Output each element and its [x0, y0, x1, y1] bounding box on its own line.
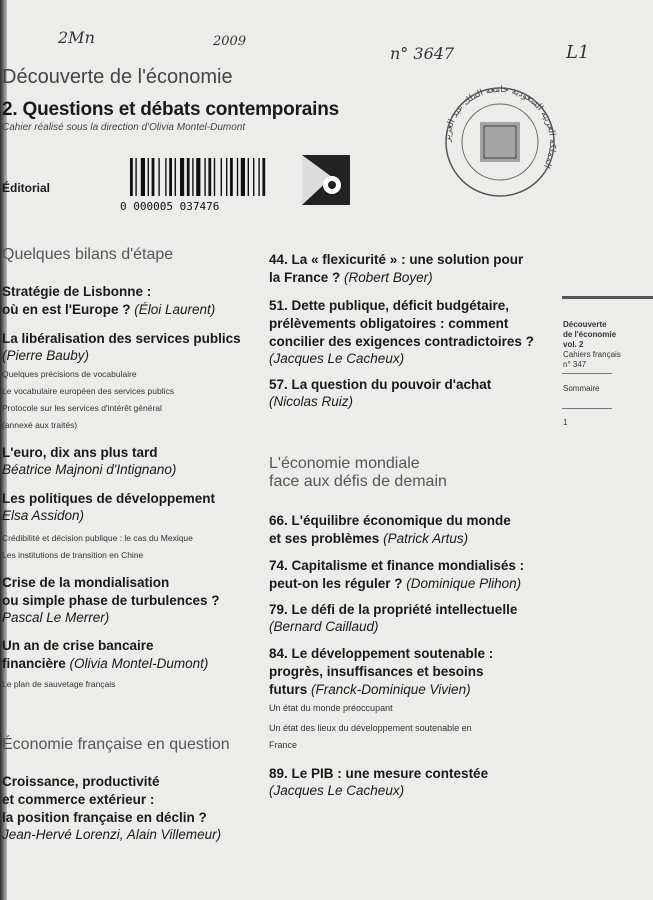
- toc-author-lecacheux-89: (Jacques Le Cacheux): [269, 783, 405, 798]
- toc-entry-57: 57. La question du pouvoir d'achat: [269, 377, 492, 392]
- barcode-bar: [165, 158, 166, 196]
- toc-entry-51-line2: prélèvements obligatoires : comment: [269, 316, 509, 331]
- toc-entry-crise: Crise de la mondialisation: [2, 575, 170, 590]
- toc-author-caillaud: (Bernard Caillaud): [269, 619, 379, 634]
- toc-entry-bancaire: Un an de crise bancaire: [2, 638, 154, 653]
- barcode-bar: [180, 158, 184, 196]
- toc-entry-66: 66. L'équilibre économique du monde: [269, 513, 511, 528]
- handwritten-number: n° 3647: [390, 44, 455, 63]
- toc-sub-chine: Les institutions de transition en Chine: [2, 550, 144, 560]
- stamp-text: المملكة العربية السعودية جامعة الملك عبد العزيز: [442, 84, 558, 170]
- toc-author-ruiz: (Nicolas Ruiz): [269, 394, 354, 409]
- barcode-bar: [248, 158, 249, 196]
- toc-entry-84-line2: progrès, insuffisances et besoins: [269, 664, 484, 679]
- toc-entry-66-line2: et ses problèmes (Patrick Artus): [269, 531, 469, 546]
- header-line1: Découverte de l'économie: [2, 66, 233, 88]
- section-heading-bilans: Quelques bilans d'étape: [2, 246, 174, 263]
- barcode-bar: [196, 158, 200, 196]
- toc-entry-bancaire-line2: financière (Olivia Montel-Dumont): [2, 656, 209, 671]
- barcode-bar: [169, 158, 172, 196]
- section-heading-mondiale-line2: face aux défis de demain: [269, 473, 447, 490]
- barcode-bar: [237, 158, 238, 196]
- toc-entry-croissance: Croissance, productivité: [2, 774, 160, 789]
- toc-entry-crise-line2: ou simple phase de turbulences ?: [2, 593, 220, 608]
- toc-entry-croissance-line2: et commerce extérieur :: [2, 792, 155, 807]
- toc-author-merrer: Pascal Le Merrer): [2, 610, 110, 625]
- barcode-bar: [221, 158, 222, 196]
- barcode-bar: [214, 158, 215, 196]
- barcode-bar: [148, 158, 149, 196]
- header-credit: Cahier réalisé sous la direction d'Olivia Montel-Dumont: [2, 122, 246, 133]
- toc-entry-74: 74. Capitalisme et finance mondialisés :: [269, 558, 525, 573]
- barcode-bar: [135, 158, 136, 196]
- barcode-bar: [241, 158, 245, 196]
- toc-sub-vocabulaire: Quelques précisions de vocabulaire: [2, 369, 137, 379]
- barcode-bar: [175, 158, 176, 196]
- toc-author-lecacheux-51: (Jacques Le Cacheux): [269, 351, 405, 366]
- toc-entry-lisbonne-line2: où en est l'Europe ? (Éloi Laurent): [2, 302, 216, 317]
- toc-entry-44-line2: la France ? (Robert Boyer): [269, 270, 433, 285]
- toc-entry-lisbonne: Stratégie de Lisbonne :: [2, 284, 152, 299]
- toc-entry-croissance-line3: la position française en déclin ?: [2, 810, 207, 825]
- toc-author-assidon: Elsa Assidon): [2, 508, 85, 523]
- barcode-bar: [230, 158, 233, 196]
- toc-author-lorenzi: Jean-Hervé Lorenzi, Alain Villemeur): [2, 827, 222, 842]
- toc-entry-51: 51. Dette publique, déficit budgétaire,: [269, 298, 510, 313]
- page-title: 2. Questions et débats contemporains: [2, 99, 339, 120]
- toc-entry-79: 79. Le défi de la propriété intellectuelle: [269, 602, 518, 617]
- section-heading-france: Économie française en question: [2, 736, 230, 753]
- sidebar-title: Découverte de l'économie vol. 2 Cahiers français n° 347: [563, 320, 621, 369]
- page-number: 1: [563, 418, 568, 427]
- barcode-bar: [141, 158, 145, 196]
- sidebar-divider-2: [562, 408, 612, 409]
- toc-entry-44: 44. La « flexicurité » : une solution pour: [269, 252, 524, 267]
- toc-entry-84: 84. Le développement soutenable :: [269, 646, 494, 661]
- toc-sub-vocabulaire-europeen: Le vocabulaire européen des services publics: [2, 386, 174, 396]
- barcode-bar: [152, 158, 155, 196]
- barcode: [118, 152, 298, 214]
- barcode-bar: [226, 158, 227, 196]
- barcode-bar: [253, 158, 254, 196]
- barcode-bar: [192, 158, 193, 196]
- toc-entry-84-line3: futurs (Franck-Dominique Vivien): [269, 682, 471, 697]
- toc-author-majnoni: Béatrice Majnoni d'Intignano): [2, 462, 177, 477]
- university-stamp: [442, 82, 558, 202]
- barcode-bar: [258, 158, 259, 196]
- toc-entry-74-line2: peut-on les réguler ? (Dominique Plihon): [269, 576, 522, 591]
- section-heading-mondiale: L'économie mondiale: [269, 455, 420, 472]
- handwritten-note-left: 2Mn: [58, 28, 95, 47]
- editorial-label: Éditorial: [2, 181, 51, 195]
- handwritten-year: 2009: [213, 34, 247, 49]
- toc-sub-etat-lieux: Un état des lieux du développement soutenable en: [269, 723, 472, 733]
- sidebar-divider: [562, 373, 612, 374]
- sidebar-rule: [562, 296, 653, 299]
- toc-sub-annexe: (annexé aux traités): [2, 420, 78, 430]
- barcode-number: 0 000005 037476: [120, 200, 220, 213]
- handwritten-note-right: L1: [566, 42, 590, 63]
- toc-entry-developpement: Les politiques de développement: [2, 491, 216, 506]
- toc-entry-51-line3: concilier des exigences contradictoires ?: [269, 334, 534, 349]
- toc-entry-liberalisation: La libéralisation des services publics: [2, 331, 241, 346]
- barcode-bar: [208, 158, 211, 196]
- sidebar-sommaire: Sommaire: [563, 384, 600, 393]
- barcode-bar: [262, 158, 265, 196]
- barcode-bar: [187, 158, 190, 196]
- toc-entry-euro: L'euro, dix ans plus tard: [2, 445, 158, 460]
- toc-sub-france: France: [269, 740, 298, 750]
- toc-sub-etat-monde: Un état du monde préoccupant: [269, 703, 393, 713]
- toc-sub-mexique: Crédibilité et décision publique : le cas du Mexique: [2, 533, 193, 543]
- toc-entry-89: 89. Le PIB : une mesure contestée: [269, 766, 489, 781]
- toc-sub-protocole: Protocole sur les services d'intérêt général: [2, 403, 162, 413]
- publisher-logo: [302, 155, 350, 205]
- barcode-bar: [158, 158, 159, 196]
- barcode-bar: [130, 158, 133, 196]
- toc-author-bauby: (Pierre Bauby): [2, 348, 90, 363]
- barcode-bar: [204, 158, 205, 196]
- toc-sub-sauvetage: Le plan de sauvetage français: [2, 679, 116, 689]
